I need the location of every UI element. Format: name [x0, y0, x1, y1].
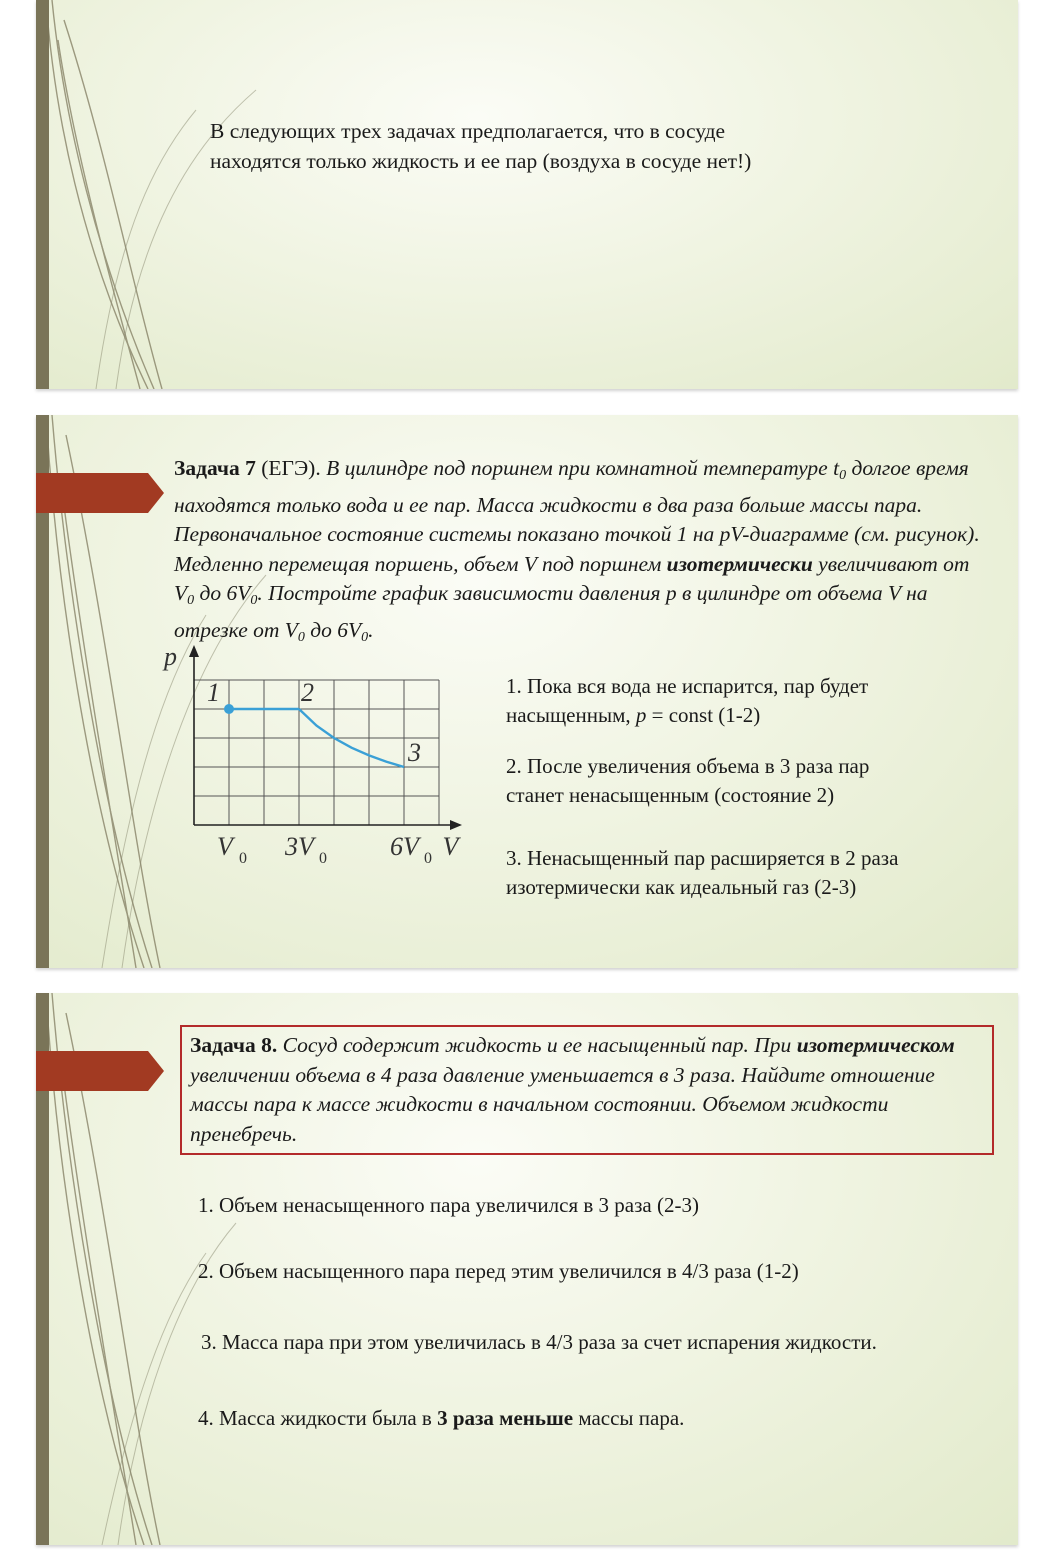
intro-line-1: В следующих трех задачах предполагается, что в сосуде	[210, 119, 726, 143]
task-7-text: долгое время находятся только вода и ее пар. Масса жидкости в два раза больше массы пара. Первоначальное состояние системы показано точкой 1 на pV-диаграмме (см. рисунок). Медленно перемещая поршень, объем V под поршнем	[174, 456, 980, 576]
subscript: 0	[297, 629, 305, 645]
solution-step-4	[198, 1404, 684, 1433]
slide-task-8	[36, 993, 1018, 1545]
task-8-statement-box	[180, 1025, 994, 1155]
y-axis-label: p	[164, 643, 177, 671]
x-tick-label: V	[217, 832, 233, 861]
left-bar	[36, 0, 49, 389]
point-label: 3	[408, 738, 421, 767]
ribbon-marker	[36, 1051, 164, 1091]
slide-intro	[36, 0, 1018, 389]
task-7-statement	[174, 454, 994, 652]
answer-3-line-2: изотермически как идеальный газ (2-3)	[506, 875, 857, 899]
x-tick-label: 6V	[390, 832, 419, 861]
answer-2-line-1: 2. После увеличения объема в 3 раза пар	[506, 754, 870, 778]
task-7-source: (ЕГЭ).	[255, 456, 327, 480]
step-text: 4. Масса жидкости была в	[198, 1406, 438, 1430]
intro-line-2: находятся только жидкость и ее пар (воздуха в сосуде нет!)	[210, 148, 752, 173]
answer-2	[506, 752, 1006, 810]
subscript: 0	[839, 468, 847, 483]
solution-step-1: 1. Объем ненасыщенного пара увеличился в 3 раза (2-3)	[198, 1193, 699, 1217]
chart-series	[224, 704, 404, 767]
task-7-label: Задача 7	[174, 456, 256, 480]
x-tick-subscript: 0	[239, 850, 247, 867]
task-7-text: увеличивают от V	[174, 551, 970, 605]
answer-2-line-2: станет ненасыщенным (состояние 2)	[506, 783, 835, 807]
answer-text: насыщенным,	[506, 703, 636, 727]
step-emphasis: 3 раза меньше	[437, 1406, 574, 1430]
answer-3	[506, 844, 1006, 902]
answer-1	[506, 672, 1006, 730]
start-point-marker	[224, 704, 234, 714]
pv-diagram-chart	[154, 643, 474, 873]
x-axis-arrow	[450, 820, 462, 830]
task-7-text: . Постройте график зависимости давления p в цилиндре от объема V на отрезке от V	[174, 581, 928, 642]
slide-task-7	[36, 415, 1018, 968]
task-7-text: до 6V	[304, 617, 362, 642]
task-7-text: до 6V	[194, 581, 251, 605]
x-axis-label: V	[442, 832, 459, 861]
ribbon-marker	[36, 473, 164, 513]
task-8-text: Сосуд содержит жидкость и ее насыщенный пар. При	[277, 1033, 797, 1057]
task-8-keyword: изотермическом	[796, 1033, 955, 1057]
answer-1-line-1: 1. Пока вся вода не испарится, пар будет	[506, 674, 869, 698]
task-7-text: .	[368, 617, 374, 642]
answer-1-line-2	[506, 701, 1006, 730]
subscript: 0	[250, 593, 258, 608]
chart-labels	[162, 643, 462, 867]
step-text: массы пара.	[573, 1406, 685, 1430]
task-8-label: Задача 8.	[190, 1033, 278, 1057]
y-axis-arrow	[189, 645, 199, 657]
intro-text	[210, 117, 751, 176]
task-7-keyword: изотермически	[666, 551, 813, 576]
subscript: 0	[361, 629, 369, 645]
symbol-p: p	[635, 703, 647, 727]
chart-grid	[194, 680, 439, 825]
answer-3-line-1: 3. Ненасыщенный пар расширяется в 2 раза	[506, 846, 899, 870]
task-8-text: увеличении объема в 4 раза давление уменьшается в 3 раза. Найдите отношение массы пара к массе жидкости в начальном состоянии. Объемом жидкости пренебречь.	[190, 1062, 935, 1146]
x-tick-label: 3V	[285, 832, 314, 861]
task-7-text: В цилиндре под поршнем при комнатной температуре t	[326, 456, 840, 480]
decorative-lines	[36, 0, 276, 389]
solution-step-3: 3. Масса пара при этом увеличилась в 4/3 раза за счет испарения жидкости.	[201, 1330, 877, 1354]
x-tick-subscript: 0	[319, 850, 327, 867]
solution-step-2: 2. Объем насыщенного пара перед этим увеличился в 4/3 раза (1-2)	[198, 1259, 799, 1283]
answer-text: = const (1-2)	[646, 703, 761, 727]
point-label: 1	[207, 678, 220, 707]
x-tick-subscript: 0	[424, 850, 432, 867]
subscript: 0	[187, 593, 195, 608]
point-label: 2	[301, 678, 314, 707]
